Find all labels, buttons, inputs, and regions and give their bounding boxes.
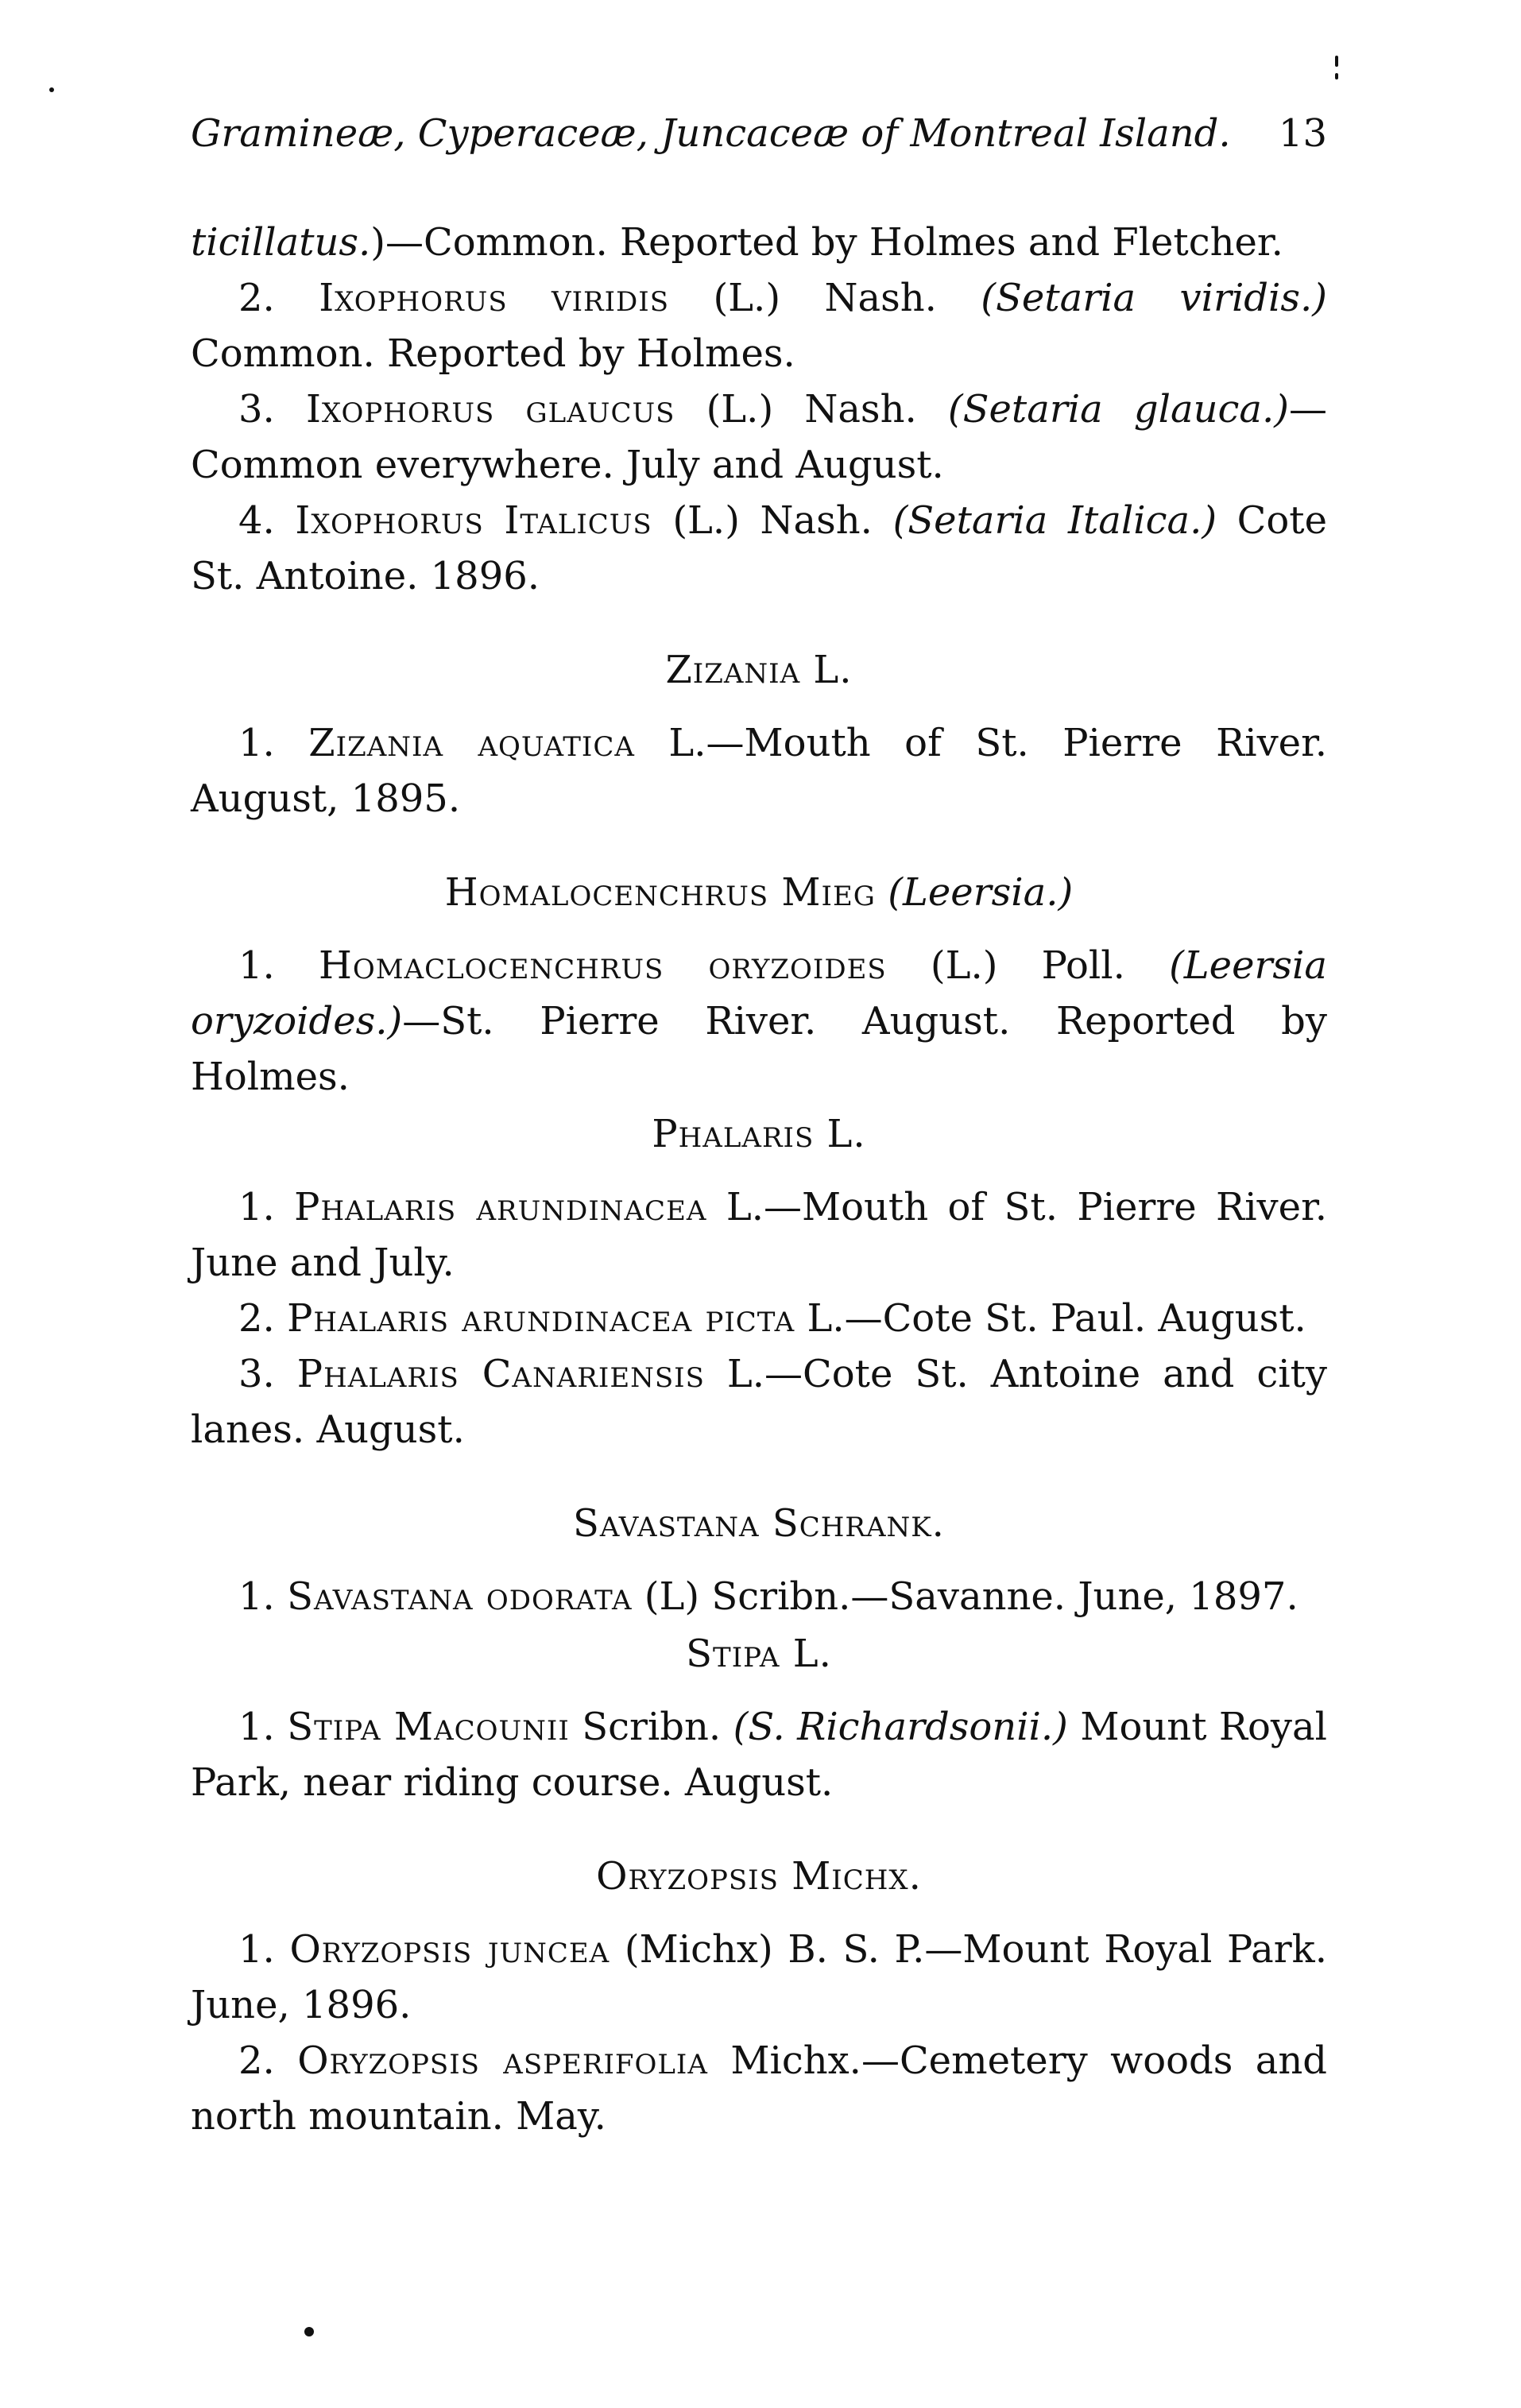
- author-citation: Scribn.: [582, 1705, 722, 1749]
- entry-text: Michx.—Cemetery woods and north mountain. May.: [191, 2038, 1328, 2139]
- entry-number: 1.: [238, 721, 275, 765]
- species-entry: [191, 1291, 1327, 1346]
- species-name: glaucus: [525, 387, 675, 432]
- species-entry: [191, 270, 1327, 381]
- entry-number: 3.: [238, 387, 275, 432]
- entry-text: L.—Mouth of St. Pierre River. June and July.: [191, 1185, 1328, 1285]
- continuation-paragraph: [191, 215, 1327, 270]
- page-body: [191, 215, 1327, 2144]
- entry-text: (L) Scribn.—Savanne. June, 1897.: [644, 1574, 1298, 1619]
- species-entry: [191, 1922, 1327, 2033]
- species-name: Homaclocenchrus oryzoides: [318, 943, 887, 988]
- species-name: Oryzopsis asperifolia: [297, 2038, 708, 2083]
- genus-heading-stipa: Stipa L.: [686, 1632, 832, 1676]
- entry-text: Mount Royal Park, near riding course. August.: [191, 1705, 1328, 1805]
- entry-text: —St. Pierre River. August. Reported by Holmes.: [191, 999, 1327, 1099]
- continuation-species: ticillatus.: [191, 220, 371, 265]
- entry-number: 1.: [238, 1927, 275, 1972]
- species-name: Oryzopsis juncea: [289, 1927, 610, 1972]
- scan-speck: [1335, 56, 1338, 67]
- book-page: [191, 111, 1327, 2144]
- species-name: Italicus: [504, 498, 652, 543]
- entry-note: —Common everywhere. July and August.: [191, 387, 1327, 487]
- species-name: viridis: [552, 276, 670, 320]
- entry-number: 1.: [238, 1705, 275, 1749]
- entry-text: L.—Cote St. Paul. August.: [807, 1296, 1306, 1341]
- species-name: Phalaris Canariensis: [296, 1352, 705, 1396]
- synonym: (Setaria viridis.): [981, 276, 1328, 320]
- entry-text: L.—Cote St. Antoine and city lanes. August.: [191, 1352, 1328, 1452]
- author-citation: (L.) Nash.: [713, 276, 937, 320]
- genus-heading-zizania: Zizania L.: [665, 648, 853, 692]
- species-entry: [191, 381, 1327, 493]
- running-header: [191, 111, 1327, 175]
- species-name: Stipa Macounii: [287, 1705, 570, 1749]
- scan-speck: [49, 87, 54, 92]
- entry-number: 2.: [238, 2038, 275, 2083]
- continuation-text: )—Common. Reported by Holmes and Fletcher.: [370, 220, 1283, 265]
- species-name: Zizania aquatica: [308, 721, 635, 765]
- entry-text: L.—Mouth of St. Pierre River. August, 1895.: [191, 721, 1328, 821]
- scan-speck: [1335, 73, 1338, 79]
- synonym: (Setaria Italica.): [892, 498, 1217, 543]
- species-entry: [191, 2033, 1327, 2144]
- author-citation: (L.) Poll.: [930, 943, 1125, 988]
- species-entry: [191, 1699, 1327, 1810]
- page-number: 13: [1278, 111, 1327, 156]
- entry-number: 2.: [238, 276, 275, 320]
- species-name: Phalaris arundinacea picta: [287, 1296, 795, 1341]
- entry-note: Cote St. Antoine. 1896.: [191, 498, 1327, 598]
- entry-note: Common. Reported by Holmes.: [191, 331, 795, 376]
- species-entry: [191, 938, 1327, 1105]
- genus-heading-oryzopsis: Oryzopsis Michx.: [596, 1854, 922, 1899]
- genus-heading-name: Homalocenchrus Mieg: [444, 870, 876, 915]
- species-entry: [191, 1179, 1327, 1291]
- entry-number: 1.: [238, 1574, 275, 1619]
- species-entry: [191, 1569, 1327, 1624]
- species-name: Savastana odorata: [287, 1574, 633, 1619]
- genus-heading-phalaris: Phalaris L.: [652, 1112, 866, 1156]
- genus-heading-homalocenchrus: [191, 865, 1327, 920]
- entry-number: 1.: [238, 943, 275, 988]
- entry-number: 4.: [238, 498, 275, 543]
- synonym: (Leersia: [1169, 943, 1328, 988]
- author-citation: (L.) Nash.: [706, 387, 917, 432]
- scan-speck: [304, 2327, 314, 2336]
- species-name: Phalaris arundinacea: [294, 1185, 707, 1229]
- entry-number: 3.: [238, 1352, 275, 1396]
- synonym: (Setaria glauca.): [947, 387, 1289, 432]
- genus-name: Ixophorus: [319, 276, 508, 320]
- genus-heading-savastana: Savastana Schrank.: [573, 1501, 945, 1546]
- species-entry: [191, 493, 1327, 604]
- entry-number: 1.: [238, 1185, 275, 1229]
- species-entry: [191, 715, 1327, 827]
- genus-name: Ixophorus: [305, 387, 495, 432]
- header-title: Gramineæ, Cyperaceæ, Juncaceæ of Montreal Island.: [191, 111, 1231, 156]
- genus-heading-synonym: (Leersia.): [888, 870, 1074, 915]
- author-citation: (L.) Nash.: [672, 498, 873, 543]
- entry-number: 2.: [238, 1296, 275, 1341]
- synonym: oryzoides.): [191, 999, 403, 1043]
- synonym: (S. Richardsonii.): [733, 1705, 1068, 1749]
- genus-name: Ixophorus: [295, 498, 484, 543]
- species-entry: [191, 1346, 1327, 1458]
- entry-text: (Michx) B. S. P.—Mount Royal Park. June, 1896.: [191, 1927, 1327, 2027]
